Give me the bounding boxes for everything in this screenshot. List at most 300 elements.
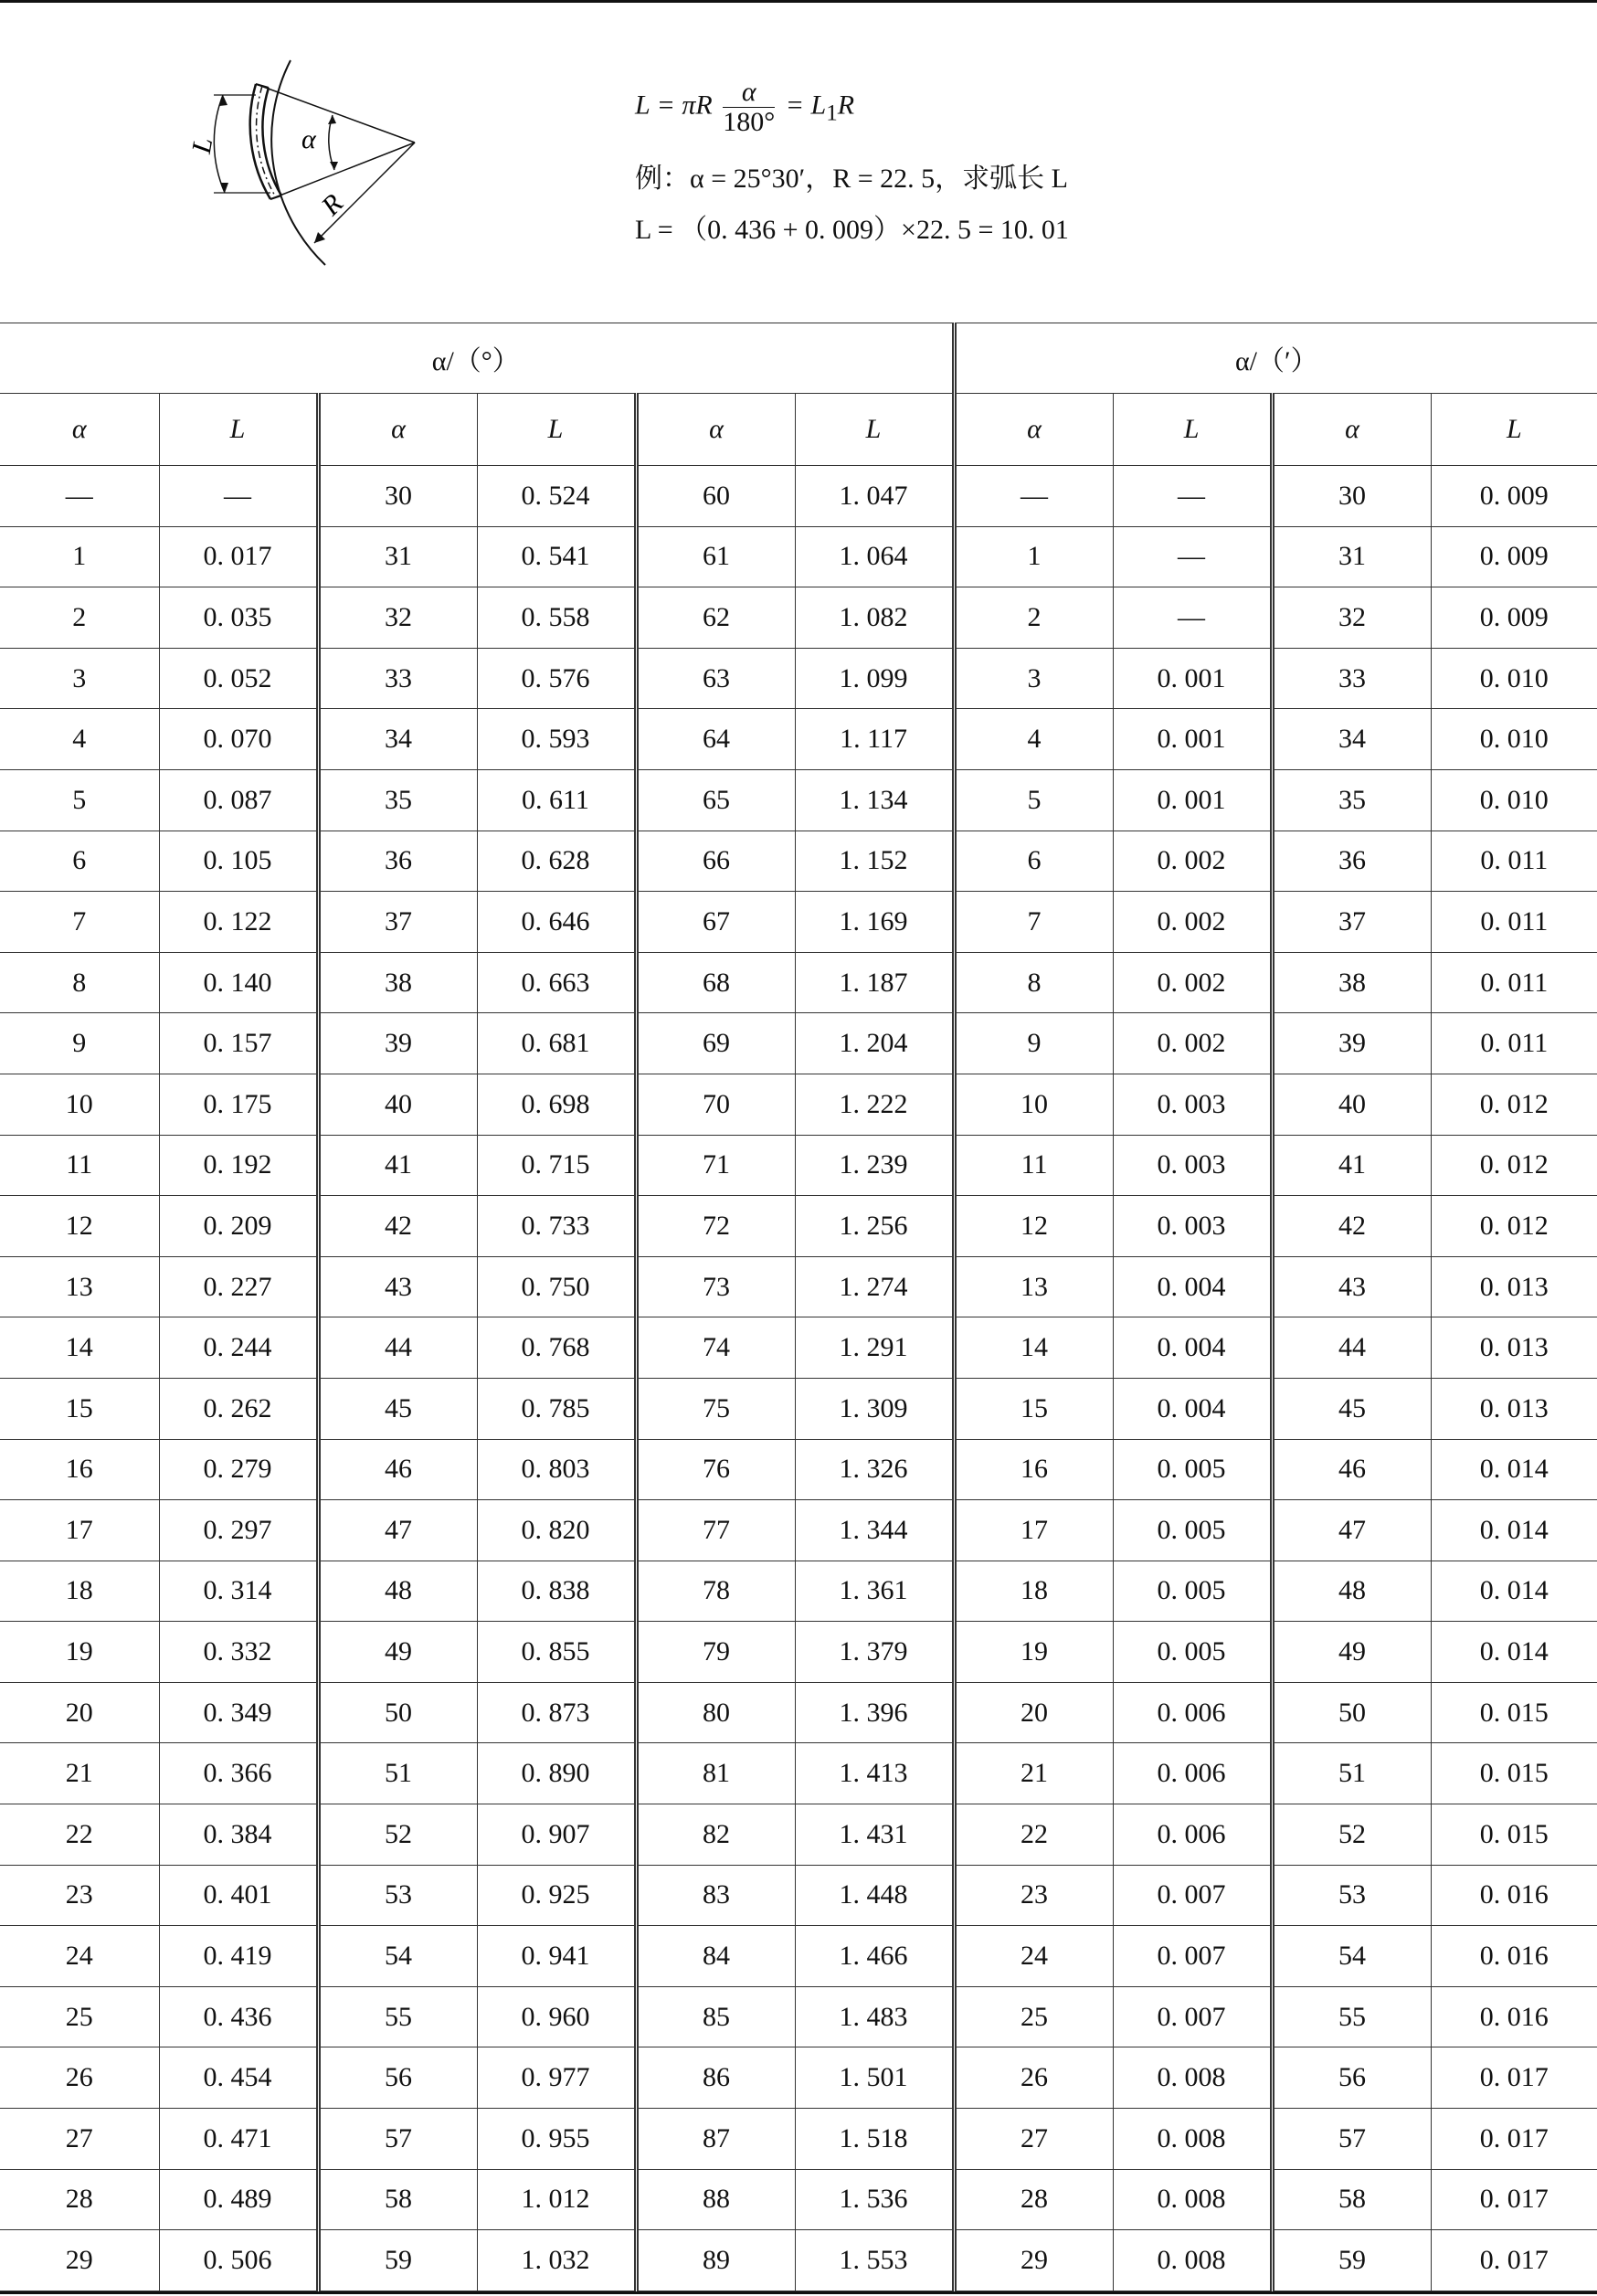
arc-length-table	[0, 323, 1597, 2291]
table-cell: 73	[636, 1256, 795, 1317]
table-cell: 82	[636, 1804, 795, 1866]
table-cell: 0. 349	[159, 1682, 318, 1743]
fraction-denominator: 180°	[723, 107, 776, 137]
table-cell: 60	[636, 466, 795, 527]
table-cell: 1. 256	[795, 1196, 954, 1257]
table-cell: 14	[0, 1317, 159, 1379]
table-cell: 0. 977	[477, 2047, 636, 2109]
table-cell: 0. 471	[159, 2109, 318, 2170]
table-cell: 0. 006	[1113, 1804, 1272, 1866]
table-cell: 0. 593	[477, 709, 636, 770]
table-cell: 54	[1272, 1926, 1431, 1987]
table-cell: 0. 454	[159, 2047, 318, 2109]
table-cell: 0. 227	[159, 1256, 318, 1317]
table-cell: 37	[1272, 892, 1431, 953]
table-cell: 0. 785	[477, 1378, 636, 1439]
table-cell: 19	[0, 1622, 159, 1683]
table-cell: 19	[954, 1622, 1113, 1683]
table-cell: 12	[954, 1196, 1113, 1257]
table-row	[0, 709, 1597, 770]
table-cell: 53	[1272, 1865, 1431, 1926]
table-cell: 27	[0, 2109, 159, 2170]
table-cell: 0. 960	[477, 1986, 636, 2047]
table-cell: 8	[954, 952, 1113, 1013]
table-cell: 0. 558	[477, 587, 636, 649]
table-cell: 57	[318, 2109, 477, 2170]
table-cell: 45	[1272, 1378, 1431, 1439]
table-cell: 0. 004	[1113, 1378, 1272, 1439]
table-cell: 52	[1272, 1804, 1431, 1866]
table-cell: 9	[954, 1013, 1113, 1074]
table-cell: 0. 013	[1431, 1317, 1597, 1379]
table-cell: 1. 222	[795, 1074, 954, 1135]
table-cell: 0. 013	[1431, 1256, 1597, 1317]
table-cell: 0. 008	[1113, 2230, 1272, 2291]
table-cell: 0. 009	[1431, 587, 1597, 649]
table-cell: 1. 082	[795, 587, 954, 649]
table-cell: 0. 003	[1113, 1135, 1272, 1196]
table-cell: 53	[318, 1865, 477, 1926]
table-cell: 80	[636, 1682, 795, 1743]
example-statement: 例：α = 25°30′，R = 22. 5，求弧长 L	[635, 164, 1068, 194]
table-cell: 71	[636, 1135, 795, 1196]
table-cell: 17	[954, 1500, 1113, 1561]
column-header-alpha: α	[1272, 394, 1431, 466]
table-cell: 35	[1272, 769, 1431, 831]
table-cell: 65	[636, 769, 795, 831]
table-cell: 0. 017	[159, 526, 318, 587]
table-cell: 43	[318, 1256, 477, 1317]
table-cell: 38	[318, 952, 477, 1013]
table-cell: 45	[318, 1378, 477, 1439]
table-cell: 17	[0, 1500, 159, 1561]
table-cell: 28	[954, 2169, 1113, 2230]
table-row	[0, 2047, 1597, 2109]
table-cell: 64	[636, 709, 795, 770]
formula-lhs: L = πR	[635, 90, 713, 121]
table-cell: 40	[318, 1074, 477, 1135]
table-cell: —	[954, 466, 1113, 527]
table-cell: 15	[0, 1378, 159, 1439]
table-cell: 14	[954, 1317, 1113, 1379]
table-row	[0, 1196, 1597, 1257]
table-cell: 0. 013	[1431, 1378, 1597, 1439]
table-cell: 0. 012	[1431, 1074, 1597, 1135]
table-cell: 85	[636, 1986, 795, 2047]
table-cell: 0. 017	[1431, 2109, 1597, 2170]
table-cell: 58	[318, 2169, 477, 2230]
table-cell: 0. 004	[1113, 1317, 1272, 1379]
table-row	[0, 2230, 1597, 2291]
table-cell: 0. 941	[477, 1926, 636, 1987]
table-cell: 0. 008	[1113, 2169, 1272, 2230]
group-header-minutes: α/（′）	[954, 323, 1597, 394]
table-cell: 33	[1272, 648, 1431, 709]
table-cell: 1	[0, 526, 159, 587]
column-header-alpha: α	[318, 394, 477, 466]
table-cell: 1. 379	[795, 1622, 954, 1683]
table-cell: 0. 733	[477, 1196, 636, 1257]
table-cell: 3	[0, 648, 159, 709]
column-header-alpha: α	[0, 394, 159, 466]
table-cell: —	[1113, 466, 1272, 527]
table-cell: 1. 117	[795, 709, 954, 770]
table-cell: 1. 553	[795, 2230, 954, 2291]
table-cell: 1. 483	[795, 1986, 954, 2047]
table-cell: 4	[0, 709, 159, 770]
table-cell: 0. 873	[477, 1682, 636, 1743]
table-cell: 41	[318, 1135, 477, 1196]
table-row	[0, 1378, 1597, 1439]
table-cell: 0. 698	[477, 1074, 636, 1135]
table-cell: 0. 524	[477, 466, 636, 527]
table-cell: 34	[318, 709, 477, 770]
table-cell: 6	[954, 831, 1113, 892]
table-cell: 48	[318, 1561, 477, 1622]
table-cell: 15	[954, 1378, 1113, 1439]
table-cell: 24	[954, 1926, 1113, 1987]
table-cell: 0. 004	[1113, 1256, 1272, 1317]
table-cell: 24	[0, 1926, 159, 1987]
table-cell: 0. 855	[477, 1622, 636, 1683]
table-cell: 8	[0, 952, 159, 1013]
table-cell: 0. 279	[159, 1439, 318, 1500]
table-cell: 0. 419	[159, 1926, 318, 1987]
table-cell: 1. 536	[795, 2169, 954, 2230]
table-cell: 0. 005	[1113, 1561, 1272, 1622]
table-cell: 0. 803	[477, 1439, 636, 1500]
table-cell: 0. 890	[477, 1743, 636, 1804]
table-row	[0, 2169, 1597, 2230]
table-row	[0, 587, 1597, 649]
table-cell: 47	[318, 1500, 477, 1561]
table-cell: 1. 274	[795, 1256, 954, 1317]
table-cell: 28	[0, 2169, 159, 2230]
table-cell: 0. 001	[1113, 648, 1272, 709]
table-cell: 1. 396	[795, 1682, 954, 1743]
table-cell: 3	[954, 648, 1113, 709]
table-cell: 20	[954, 1682, 1113, 1743]
table-row	[0, 1074, 1597, 1135]
table-cell: 16	[954, 1439, 1113, 1500]
table-cell: 70	[636, 1074, 795, 1135]
table-cell: 78	[636, 1561, 795, 1622]
table-row	[0, 1743, 1597, 1804]
table-cell: 1. 448	[795, 1865, 954, 1926]
table-cell: 0. 011	[1431, 952, 1597, 1013]
table-cell: 66	[636, 831, 795, 892]
table-cell: 42	[1272, 1196, 1431, 1257]
table-cell: 39	[1272, 1013, 1431, 1074]
table-cell: 44	[318, 1317, 477, 1379]
table-cell: —	[1113, 526, 1272, 587]
table-cell: 0. 011	[1431, 1013, 1597, 1074]
table-cell: 0. 002	[1113, 1013, 1272, 1074]
table-cell: 0. 014	[1431, 1439, 1597, 1500]
table-cell: 5	[0, 769, 159, 831]
table-cell: 0. 401	[159, 1865, 318, 1926]
table-cell: 41	[1272, 1135, 1431, 1196]
table-cell: —	[159, 466, 318, 527]
formula-arc-length	[635, 78, 854, 137]
table-cell: 27	[954, 2109, 1113, 2170]
table-cell: 37	[318, 892, 477, 953]
table-cell: 1. 169	[795, 892, 954, 953]
table-cell: 23	[0, 1865, 159, 1926]
table-cell: 79	[636, 1622, 795, 1683]
table-cell: 44	[1272, 1317, 1431, 1379]
table-cell: 88	[636, 2169, 795, 2230]
table-cell: 0. 014	[1431, 1561, 1597, 1622]
table-cell: 0. 002	[1113, 952, 1272, 1013]
table-cell: 47	[1272, 1500, 1431, 1561]
table-cell: 49	[318, 1622, 477, 1683]
column-header-L: L	[795, 394, 954, 466]
table-cell: 0. 925	[477, 1865, 636, 1926]
table-cell: 0. 105	[159, 831, 318, 892]
table-cell: 1. 187	[795, 952, 954, 1013]
table-cell: 55	[318, 1986, 477, 2047]
table-cell: 0. 611	[477, 769, 636, 831]
table-cell: 0. 768	[477, 1317, 636, 1379]
table-cell: 9	[0, 1013, 159, 1074]
table-cell: 0. 035	[159, 587, 318, 649]
table-row	[0, 1986, 1597, 2047]
table-cell: 0. 010	[1431, 769, 1597, 831]
table-cell: 0. 314	[159, 1561, 318, 1622]
table-cell: 0. 140	[159, 952, 318, 1013]
table-cell: 0. 663	[477, 952, 636, 1013]
table-cell: 0. 017	[1431, 2169, 1597, 2230]
table-cell: 0. 015	[1431, 1743, 1597, 1804]
table-cell: 0. 005	[1113, 1439, 1272, 1500]
table-cell: 0. 157	[159, 1013, 318, 1074]
table-cell: 0. 015	[1431, 1682, 1597, 1743]
table-cell: 31	[318, 526, 477, 587]
table-cell: 0. 007	[1113, 1926, 1272, 1987]
table-cell: 11	[0, 1135, 159, 1196]
table-cell: 56	[318, 2047, 477, 2109]
table-cell: 0. 003	[1113, 1196, 1272, 1257]
bottom-rule	[0, 2291, 1597, 2294]
table-cell: 1. 047	[795, 466, 954, 527]
table-cell: 38	[1272, 952, 1431, 1013]
table-cell: 57	[1272, 2109, 1431, 2170]
table-row	[0, 1804, 1597, 1866]
table-row	[0, 892, 1597, 953]
column-header-L: L	[159, 394, 318, 466]
table-cell: 0. 011	[1431, 892, 1597, 953]
table-row	[0, 1865, 1597, 1926]
formula-tail: R	[837, 90, 855, 121]
table-cell: 11	[954, 1135, 1113, 1196]
table-cell: 59	[318, 2230, 477, 2291]
table-cell: 0. 012	[1431, 1196, 1597, 1257]
table-cell: 5	[954, 769, 1113, 831]
table-cell: 0. 014	[1431, 1622, 1597, 1683]
table-cell: 18	[954, 1561, 1113, 1622]
table-cell: 35	[318, 769, 477, 831]
table-cell: 1. 501	[795, 2047, 954, 2109]
formula-fraction	[723, 78, 775, 137]
table-cell: 22	[954, 1804, 1113, 1866]
table-cell: 29	[954, 2230, 1113, 2291]
top-rule	[0, 0, 1597, 3]
table-cell: 25	[0, 1986, 159, 2047]
table-cell: 51	[1272, 1743, 1431, 1804]
table-cell: 75	[636, 1378, 795, 1439]
table-cell: 0. 052	[159, 648, 318, 709]
table-cell: 55	[1272, 1986, 1431, 2047]
table-cell: 51	[318, 1743, 477, 1804]
table-cell: 0. 010	[1431, 648, 1597, 709]
table-cell: 0. 070	[159, 709, 318, 770]
table-cell: 34	[1272, 709, 1431, 770]
table-cell: 7	[0, 892, 159, 953]
table-cell: 6	[0, 831, 159, 892]
table-cell: 0. 007	[1113, 1986, 1272, 2047]
table-cell: 0. 332	[159, 1622, 318, 1683]
table-cell: 67	[636, 892, 795, 953]
table-cell: 0. 017	[1431, 2230, 1597, 2291]
table-cell: 26	[0, 2047, 159, 2109]
table-cell: 1. 344	[795, 1500, 954, 1561]
column-header-L: L	[1113, 394, 1272, 466]
table-cell: 1. 291	[795, 1317, 954, 1379]
table-cell: 0. 366	[159, 1743, 318, 1804]
table-cell: 0. 087	[159, 769, 318, 831]
table-cell: 72	[636, 1196, 795, 1257]
table-cell: 0. 006	[1113, 1743, 1272, 1804]
table-cell: 0. 244	[159, 1317, 318, 1379]
table-cell: 0. 016	[1431, 1865, 1597, 1926]
table-cell: 32	[318, 587, 477, 649]
table-cell: 50	[1272, 1682, 1431, 1743]
table-cell: 0. 001	[1113, 709, 1272, 770]
table-cell: 1. 152	[795, 831, 954, 892]
table-cell: 89	[636, 2230, 795, 2291]
table-cell: 0. 016	[1431, 1926, 1597, 1987]
table-cell: 0. 008	[1113, 2047, 1272, 2109]
table-cell: 0. 011	[1431, 831, 1597, 892]
table-cell: 0. 838	[477, 1561, 636, 1622]
table-row	[0, 1256, 1597, 1317]
table-cell: 2	[0, 587, 159, 649]
table-cell: 77	[636, 1500, 795, 1561]
table-cell: 0. 001	[1113, 769, 1272, 831]
table-cell: 13	[954, 1256, 1113, 1317]
table-cell: 0. 209	[159, 1196, 318, 1257]
table-cell: 40	[1272, 1074, 1431, 1135]
table-cell: 49	[1272, 1622, 1431, 1683]
table-cell: 0. 192	[159, 1135, 318, 1196]
table-cell: 74	[636, 1317, 795, 1379]
formula-rhs: = L	[785, 90, 827, 121]
table-cell: 61	[636, 526, 795, 587]
table-cell: 42	[318, 1196, 477, 1257]
table-cell: 0. 262	[159, 1378, 318, 1439]
table-cell: 1. 431	[795, 1804, 954, 1866]
table-cell: 0. 576	[477, 648, 636, 709]
table-cell: 58	[1272, 2169, 1431, 2230]
table-cell: 1. 239	[795, 1135, 954, 1196]
table-cell: 30	[1272, 466, 1431, 527]
table-cell: 21	[0, 1743, 159, 1804]
table-cell: —	[0, 466, 159, 527]
table-cell: 43	[1272, 1256, 1431, 1317]
table-row	[0, 466, 1597, 527]
table-cell: 0. 014	[1431, 1500, 1597, 1561]
table-cell: 0. 907	[477, 1804, 636, 1866]
table-cell: 18	[0, 1561, 159, 1622]
table-cell: 62	[636, 587, 795, 649]
table-cell: 0. 002	[1113, 831, 1272, 892]
table-cell: 0. 009	[1431, 526, 1597, 587]
table-cell: 4	[954, 709, 1113, 770]
table-cell: 69	[636, 1013, 795, 1074]
label-L: L	[185, 135, 219, 156]
table-cell: 56	[1272, 2047, 1431, 2109]
table-cell: 0. 008	[1113, 2109, 1272, 2170]
label-alpha: α	[301, 124, 316, 154]
table-cell: 0. 010	[1431, 709, 1597, 770]
table-cell: 0. 681	[477, 1013, 636, 1074]
table-cell: 0. 175	[159, 1074, 318, 1135]
table-cell: 2	[954, 587, 1113, 649]
table-cell: 86	[636, 2047, 795, 2109]
table-row	[0, 1682, 1597, 1743]
table-row	[0, 1135, 1597, 1196]
table-cell: 0. 012	[1431, 1135, 1597, 1196]
group-header-degrees: α/（°）	[0, 323, 954, 394]
table-cell: 10	[0, 1074, 159, 1135]
table-cell: 0. 006	[1113, 1682, 1272, 1743]
table-cell: 1. 204	[795, 1013, 954, 1074]
table-cell: 84	[636, 1926, 795, 1987]
column-header-alpha: α	[954, 394, 1113, 466]
table-cell: 0. 715	[477, 1135, 636, 1196]
table-row	[0, 1013, 1597, 1074]
table-cell: 23	[954, 1865, 1113, 1926]
table-cell: 1	[954, 526, 1113, 587]
table-cell: 0. 820	[477, 1500, 636, 1561]
table-cell: 1. 134	[795, 769, 954, 831]
table-cell: 7	[954, 892, 1113, 953]
table-cell: 76	[636, 1439, 795, 1500]
table-row	[0, 648, 1597, 709]
table-cell: 0. 750	[477, 1256, 636, 1317]
table-cell: 26	[954, 2047, 1113, 2109]
table-row	[0, 1926, 1597, 1987]
table-cell: 68	[636, 952, 795, 1013]
table-cell: 32	[1272, 587, 1431, 649]
table-cell: 16	[0, 1439, 159, 1500]
formula-subscript: 1	[826, 101, 838, 126]
table-cell: 36	[1272, 831, 1431, 892]
table-cell: 50	[318, 1682, 477, 1743]
table-cell: 0. 016	[1431, 1986, 1597, 2047]
table-cell: 25	[954, 1986, 1113, 2047]
table-row	[0, 526, 1597, 587]
table-cell: 10	[954, 1074, 1113, 1135]
table-cell: 0. 007	[1113, 1865, 1272, 1926]
table-cell: 1. 099	[795, 648, 954, 709]
table-cell: 12	[0, 1196, 159, 1257]
table-row	[0, 2109, 1597, 2170]
table-cell: 0. 005	[1113, 1622, 1272, 1683]
table-cell: 0. 541	[477, 526, 636, 587]
table-cell: 0. 297	[159, 1500, 318, 1561]
